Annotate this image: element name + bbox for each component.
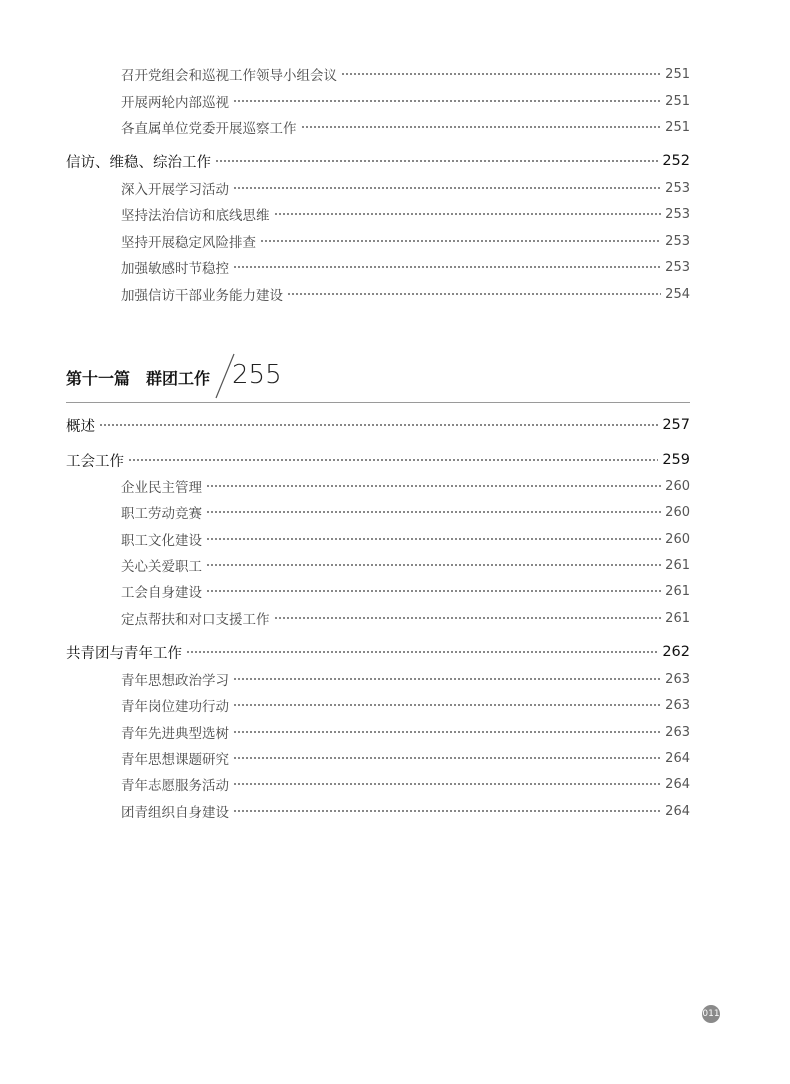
toc-section-entry <box>66 449 690 471</box>
dot-leader <box>233 700 661 710</box>
toc-entry-page: 251 <box>665 93 690 109</box>
toc-entry-page: 263 <box>665 697 690 713</box>
toc-section-entry <box>66 414 690 436</box>
toc-section-entry <box>66 641 690 663</box>
toc-entry-title: 召开党组会和巡视工作领导小组会议 <box>121 68 337 84</box>
dot-leader <box>233 262 661 272</box>
toc-subentry <box>121 230 690 252</box>
toc-entry-page: 254 <box>665 286 690 302</box>
toc-section-entry <box>66 150 690 172</box>
toc-entry-title: 企业民主管理 <box>121 480 202 496</box>
toc-subentry <box>121 668 690 690</box>
toc-entry-page: 260 <box>665 478 690 494</box>
toc-entry-page: 263 <box>665 724 690 740</box>
dot-leader <box>206 481 661 491</box>
dot-leader <box>206 507 661 517</box>
toc-entry-title: 职工文化建设 <box>121 533 202 549</box>
dot-leader <box>301 122 662 132</box>
toc-entry-page: 260 <box>665 504 690 520</box>
toc-entry-title: 深入开展学习活动 <box>121 182 229 198</box>
dot-leader <box>233 183 661 193</box>
chapter-heading <box>66 358 326 402</box>
toc-subentry <box>121 501 690 523</box>
toc-subentry <box>121 554 690 576</box>
toc-subentry <box>121 800 690 822</box>
toc-subentry <box>121 747 690 769</box>
dot-leader <box>341 69 661 79</box>
chapter-divider <box>66 402 690 403</box>
toc-subentry <box>121 721 690 743</box>
dot-leader <box>206 586 661 596</box>
toc-entry-title: 工会工作 <box>66 453 124 470</box>
toc-entry-title: 工会自身建设 <box>121 585 202 601</box>
toc-subentry <box>121 63 690 85</box>
dot-leader <box>274 209 662 219</box>
toc-entry-title: 团青组织自身建设 <box>121 805 229 821</box>
toc-entry-page: 261 <box>665 557 690 573</box>
toc-entry-page: 261 <box>665 583 690 599</box>
toc-entry-page: 262 <box>662 644 690 660</box>
dot-leader <box>233 779 661 789</box>
dot-leader <box>274 613 662 623</box>
toc-subentry <box>121 116 690 138</box>
dot-leader <box>215 156 658 166</box>
toc-subentry <box>121 528 690 550</box>
chapter-page-number: 255 <box>232 360 282 390</box>
toc-subentry <box>121 203 690 225</box>
toc-entry-page: 264 <box>665 803 690 819</box>
toc-entry-title: 开展两轮内部巡视 <box>121 95 229 111</box>
toc-entry-title: 共青团与青年工作 <box>66 645 182 662</box>
toc-entry-page: 263 <box>665 671 690 687</box>
toc-entry-page: 252 <box>662 153 690 169</box>
toc-entry-title: 职工劳动竞赛 <box>121 506 202 522</box>
toc-subentry <box>121 177 690 199</box>
toc-entry-page: 259 <box>662 452 690 468</box>
toc-entry-page: 253 <box>665 206 690 222</box>
toc-entry-title: 加强信访干部业务能力建设 <box>121 288 283 304</box>
toc-entry-title: 坚持法治信访和底线思维 <box>121 208 270 224</box>
toc-entry-page: 251 <box>665 119 690 135</box>
toc-entry-page: 253 <box>665 233 690 249</box>
toc-entry-title: 青年岗位建功行动 <box>121 699 229 715</box>
toc-entry-title: 青年志愿服务活动 <box>121 778 229 794</box>
toc-subentry <box>121 283 690 305</box>
dot-leader <box>233 806 661 816</box>
dot-leader <box>233 96 661 106</box>
toc-entry-page: 253 <box>665 259 690 275</box>
toc-entry-title: 信访、维稳、综治工作 <box>66 154 211 171</box>
toc-entry-page: 264 <box>665 750 690 766</box>
toc-subentry <box>121 256 690 278</box>
toc-entry-page: 261 <box>665 610 690 626</box>
toc-entry-title: 青年思想政治学习 <box>121 673 229 689</box>
dot-leader <box>206 534 661 544</box>
dot-leader <box>260 236 661 246</box>
toc-entry-page: 253 <box>665 180 690 196</box>
toc-entry-page: 264 <box>665 776 690 792</box>
toc-entry-page: 260 <box>665 531 690 547</box>
page-number-badge: 011 <box>702 1005 720 1023</box>
toc-entry-title: 青年思想课题研究 <box>121 752 229 768</box>
toc-subentry <box>121 694 690 716</box>
toc-subentry <box>121 607 690 629</box>
toc-subentry <box>121 90 690 112</box>
toc-entry-title: 青年先进典型选树 <box>121 726 229 742</box>
toc-entry-title: 概述 <box>66 418 95 435</box>
dot-leader <box>128 455 658 465</box>
dot-leader <box>233 727 661 737</box>
dot-leader <box>99 420 658 430</box>
toc-entry-title: 加强敏感时节稳控 <box>121 261 229 277</box>
toc-entry-title: 各直属单位党委开展巡察工作 <box>121 121 297 137</box>
toc-entry-page: 257 <box>662 417 690 433</box>
toc-subentry <box>121 773 690 795</box>
chapter-title: 第十一篇 群团工作 <box>66 369 211 388</box>
toc-entry-title: 定点帮扶和对口支援工作 <box>121 612 270 628</box>
toc-subentry <box>121 475 690 497</box>
toc-entry-page: 251 <box>665 66 690 82</box>
dot-leader <box>206 560 661 570</box>
toc-entry-title: 坚持开展稳定风险排查 <box>121 235 256 251</box>
dot-leader <box>233 674 661 684</box>
toc-entry-title: 关心关爱职工 <box>121 559 202 575</box>
toc-subentry <box>121 580 690 602</box>
dot-leader <box>287 289 661 299</box>
dot-leader <box>186 647 658 657</box>
dot-leader <box>233 753 661 763</box>
